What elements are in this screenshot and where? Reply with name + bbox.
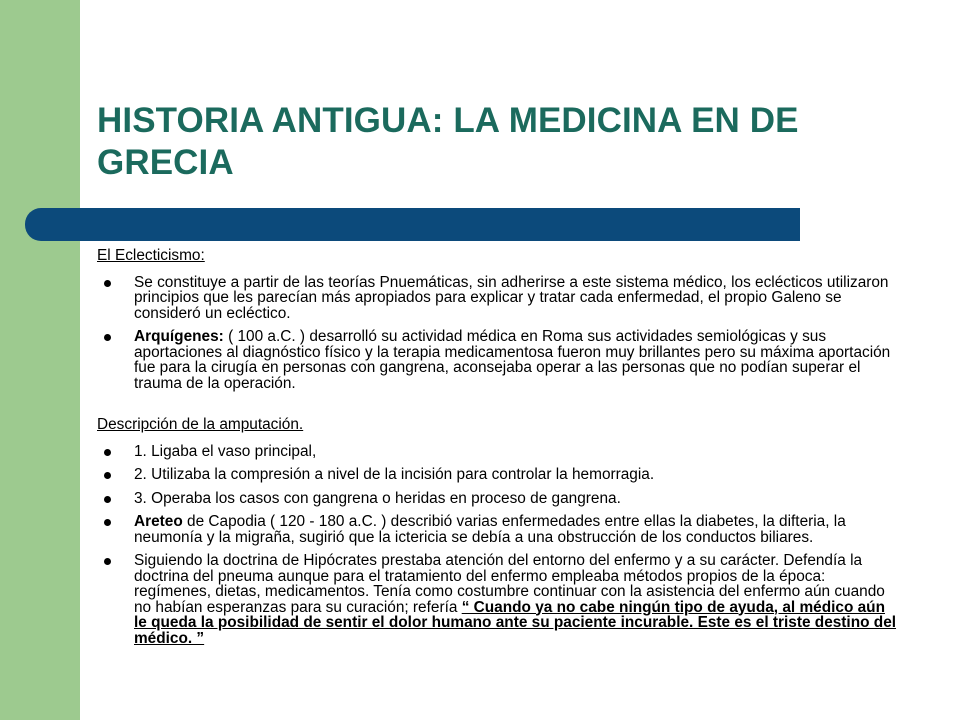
list-item-text: ( 100 a.C. ) desarrolló su actividad médica en Roma sus actividades semiológicas y sus aportaciones al diagnóstico físico y la terapia medicamentosa fueron muy brillantes pero su máxima aportación fue para la cirugía en personas con gangrena, aconsejaba operar a las personas que no podían superar el trauma de la operación. [134, 328, 891, 392]
list-item-text: de Capodia ( 120 - 180 a.C. ) describió varias enfermedades entre ellas la diabetes, la difteria, la neumonía y la migraña, sugirió que la ictericia se debía a una obstrucción de los conductos biliares. [134, 513, 846, 546]
list-item-lead: Arquígenes: [134, 328, 224, 345]
quote-text: “ Cuando ya no cabe ningún tipo de ayuda, al médico aún le queda la posibilidad de sentir el dolor humano ante su paciente incurable. Este es el triste destino del médico. ” [134, 598, 897, 647]
eclecticism-heading: El Eclecticismo: [97, 247, 205, 264]
slide-title: HISTORIA ANTIGUA: LA MEDICINA EN DE GRECIA [97, 101, 799, 182]
title-divider-bar [25, 208, 800, 241]
bullet-icon [104, 472, 111, 479]
bullet-icon [104, 449, 111, 456]
bullet-icon [104, 334, 111, 341]
list-item [97, 467, 897, 483]
list-item-text: 1. Ligaba el vaso principal, [134, 442, 317, 460]
list-item-text: 3. Operaba los casos con gangrena o heridas en proceso de gangrena. [134, 489, 621, 507]
list-item-text: 2. Utilizaba la compresión a nivel de la incisión para controlar la hemorragia. [134, 466, 655, 483]
list-item-text: Siguiendo la doctrina de Hipócrates prestaba atención del entorno del enfermo y a su carácter. Defendía la doctrina del pneuma aunque para el tratamiento del enfermo empleaba métodos propios de la época: regímenes, dietas, medicamentos. Tenía como costumbre continuar con la asistencia del enfermo aún cuando no habían esperanzas para su curación; refería [134, 552, 885, 616]
list-item [97, 275, 897, 322]
list-item-text: Se constituye a partir de las teorías Pnuemáticas, sin adherirse a este sistema médico, los eclécticos utilizaron principios que les parecían más apropiados para explicar y tratar cada enfermedad, el propio Galeno se consideró un ecléctico. [134, 273, 889, 322]
bullet-icon [104, 496, 111, 503]
list-item [97, 491, 897, 507]
bullet-icon [104, 558, 111, 565]
section-spacer [97, 399, 897, 417]
slide-body [97, 248, 897, 654]
list-item [97, 553, 897, 646]
list-item [97, 444, 897, 460]
eclecticism-list [97, 275, 897, 392]
bullet-icon [104, 280, 111, 287]
bullet-icon [104, 519, 111, 526]
list-item-lead: Areteo [134, 513, 183, 530]
list-item [97, 329, 897, 391]
amputation-heading: Descripción de la amputación. [97, 416, 304, 433]
list-item [97, 514, 897, 545]
amputation-list [97, 444, 897, 647]
